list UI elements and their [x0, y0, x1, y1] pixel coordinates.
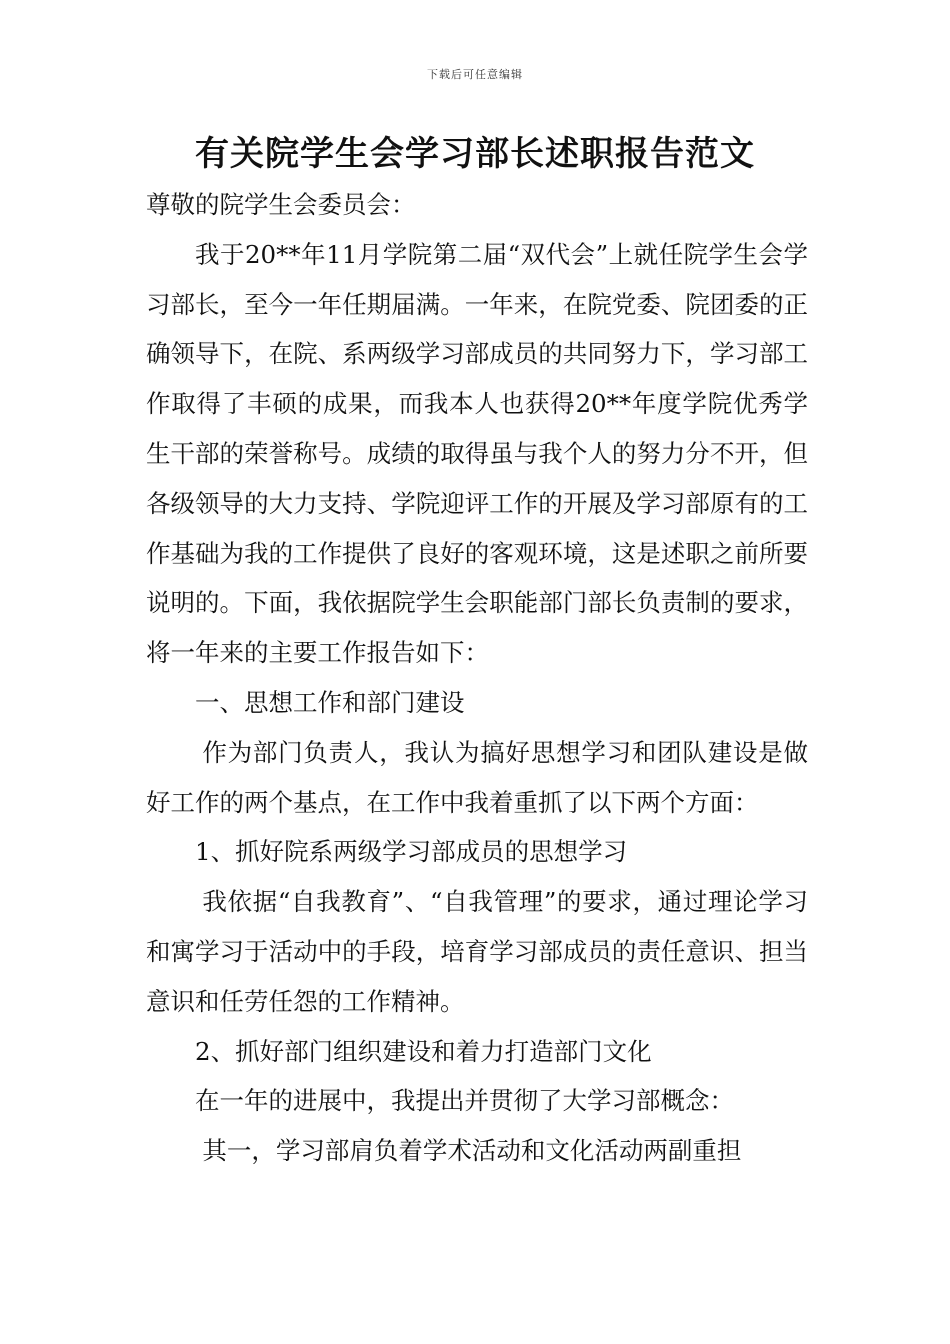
document-body [146, 180, 808, 1176]
subheading-1: 1、抓好院系两级学习部成员的思想学习 [195, 837, 628, 867]
section-heading-1: 一、思想工作和部门建设 [195, 687, 465, 717]
salutation: 尊敬的院学生会委员会： [146, 190, 416, 219]
subheading-2: 2、抓好部门组织建设和着力打造部门文化 [195, 1036, 652, 1066]
document-title: 有关院学生会学习部长述职报告范文 [195, 134, 755, 174]
paragraph-subheading-1: 我依据“自我教育”、“自我管理”的要求，通过理论学习和寓学习于活动中的手段，培育学习部成员的责任意识、担当意识和任劳任怨的工作精神。 [146, 887, 808, 1016]
paragraph-point-1: 其一，学习部肩负着学术活动和文化活动两副重担 [202, 1136, 742, 1166]
paragraph-subheading-2: 在一年的进展中，我提出并贯彻了大学习部概念： [195, 1086, 734, 1116]
paragraph-intro: 我于20**年11月学院第二届“双代会”上就任院学生会学习部长，至今一年任期届满。一年来，在院党委、院团委的正确领导下，在院、系两级学习部成员的共同努力下，学习部工作取得了丰硕的成果，而我本人也获得20**年度学院优秀学生干部的荣誉称号。成绩的取得虽与我个人的努力分不开，但各级领导的大力支持、学院迎评工作的开展及学习部原有的工作基础为我的工作提供了良好的客观环境，这是述职之前所要说明的。下面，我依据院学生会职能部门部长负责制的要求，将一年来的主要工作报告如下： [146, 239, 808, 668]
header-note: 下载后可任意编辑 [427, 68, 523, 81]
paragraph-section-1: 作为部门负责人，我认为搞好思想学习和团队建设是做好工作的两个基点，在工作中我着重抓了以下两个方面： [146, 737, 808, 817]
